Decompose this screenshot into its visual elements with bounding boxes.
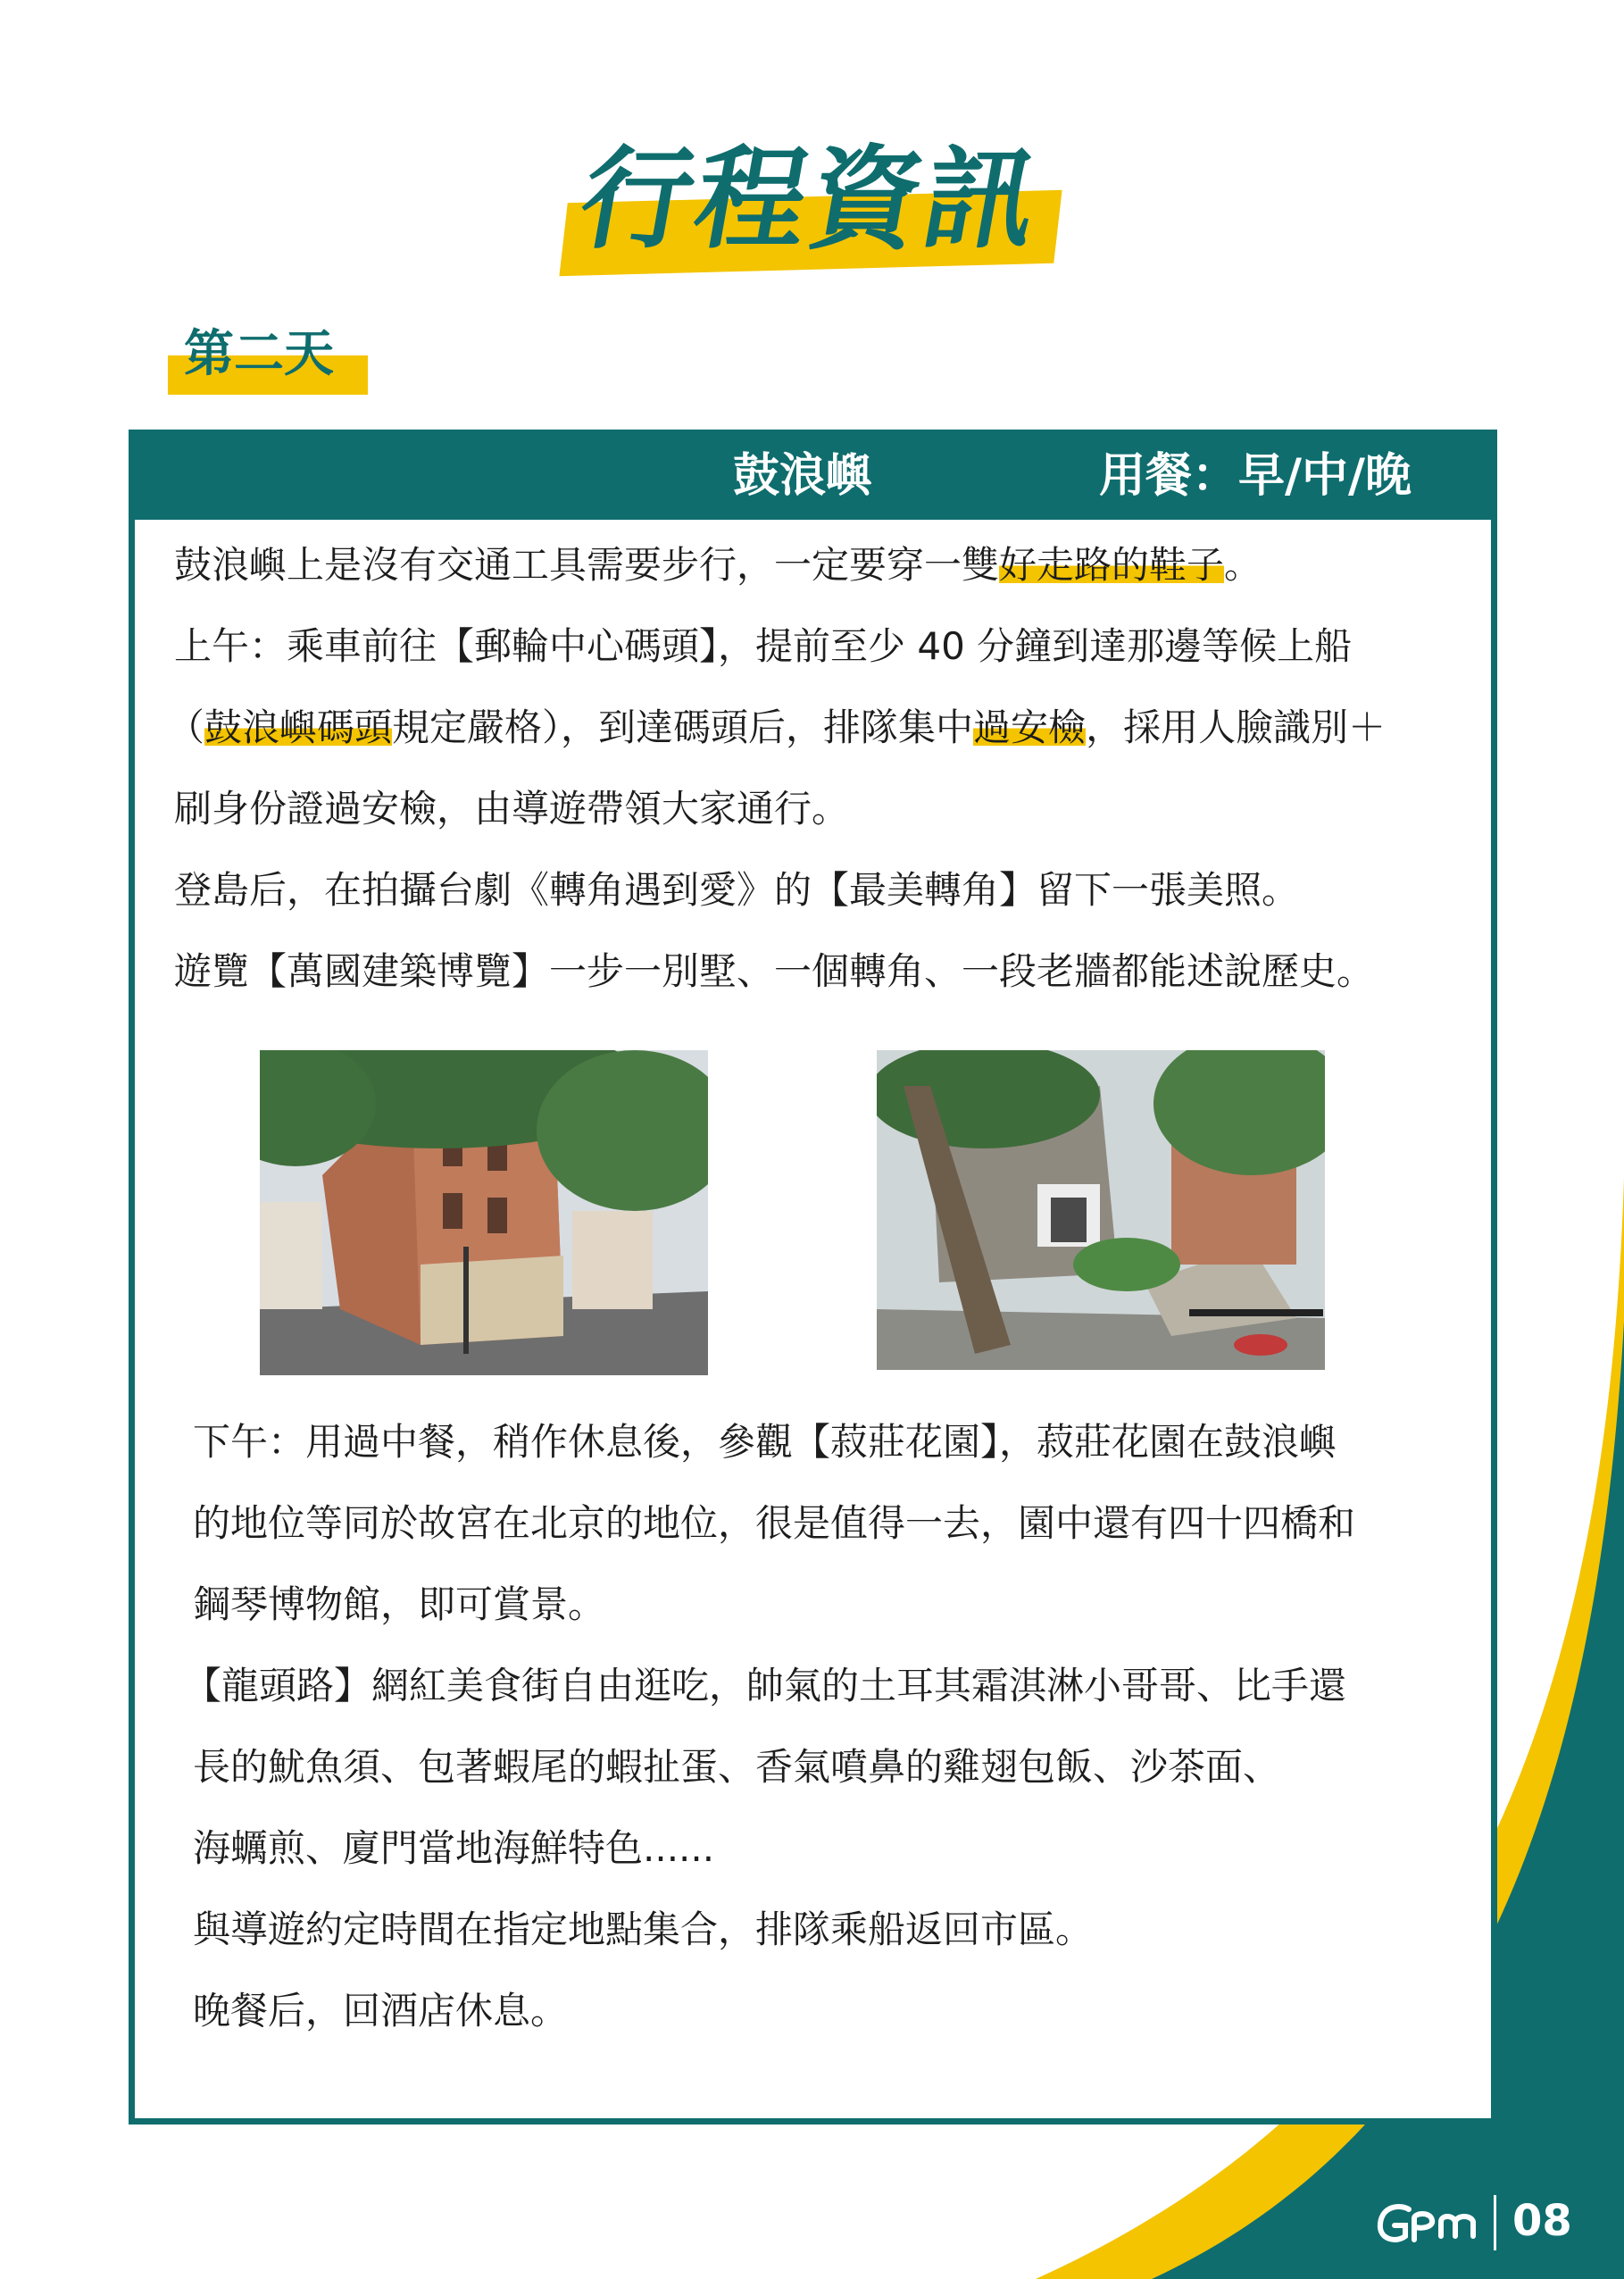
highlight-text: 鼓浪嶼碼頭 xyxy=(204,705,393,749)
photo-brick-villa xyxy=(260,1050,708,1375)
meal-value: 早/中/晚 xyxy=(1238,449,1412,503)
text-segment: 。 xyxy=(1224,543,1262,587)
morning-line-6: 遊覽【萬國建築博覽】一步一別墅、一個轉角、一段老牆都能述說歷史。 xyxy=(174,949,1375,993)
text-segment: ，採用人臉識別＋ xyxy=(1086,705,1387,749)
text-segment: 鼓浪嶼上是沒有交通工具需要步行，一定要穿一雙 xyxy=(174,543,1000,587)
morning-line-3 xyxy=(167,704,1386,753)
gpm-logo-icon xyxy=(1375,2197,1484,2250)
photo-garden-stairs xyxy=(877,1050,1325,1370)
photo-garden-stairs-image xyxy=(877,1050,1325,1370)
text-segment: 規定嚴格），到達碼頭后，排隊集中 xyxy=(392,705,974,749)
afternoon-line-4: 【龍頭路】網紅美食街自由逛吃，帥氣的土耳其霜淇淋小哥哥、比手還 xyxy=(184,1664,1347,1707)
page-title: 行程資訊 xyxy=(570,136,1051,264)
footer-separator xyxy=(1494,2195,1496,2250)
meal-label: 用餐： xyxy=(1099,449,1239,503)
morning-line-1 xyxy=(174,541,1262,590)
page-title-block xyxy=(564,134,1064,277)
day-label: 第二天 xyxy=(184,325,334,383)
morning-line-4: 刷身份證過安檢，由導遊帶領大家通行。 xyxy=(174,787,850,831)
text-segment: （ xyxy=(167,705,205,749)
page-number: 08 xyxy=(1512,2196,1572,2246)
morning-line-5: 登島后，在拍攝台劇《轉角遇到愛》的【最美轉角】留下一張美照。 xyxy=(174,868,1300,912)
meal-info xyxy=(1099,448,1412,504)
highlight-text: 過安檢 xyxy=(973,705,1087,749)
afternoon-line-6: 海蠣煎、廈門當地海鮮特色...... xyxy=(193,1826,715,1870)
highlight-text: 好走路的鞋子 xyxy=(999,543,1225,587)
afternoon-line-5: 長的魷魚須、包著蝦尾的蝦扯蛋、香氣噴鼻的雞翅包飯、沙茶面、 xyxy=(193,1745,1281,1789)
afternoon-line-1: 下午：用過中餐，稍作休息後，參觀【菽莊花園】，菽莊花園在鼓浪嶼 xyxy=(193,1420,1337,1464)
card-header xyxy=(135,436,1491,520)
afternoon-line-7: 與導遊約定時間在指定地點集合，排隊乘船返回市區。 xyxy=(193,1908,1094,1951)
photo-brick-villa-image xyxy=(260,1050,708,1375)
afternoon-line-3: 鋼琴博物館，即可賞景。 xyxy=(193,1582,606,1626)
afternoon-line-8: 晚餐后，回酒店休息。 xyxy=(193,1989,569,2033)
morning-line-2: 上午：乘車前往【郵輪中心碼頭】，提前至少 40 分鐘到達那邊等候上船 xyxy=(174,624,1353,668)
itinerary-card xyxy=(129,430,1497,2125)
location-title: 鼓浪嶼 xyxy=(733,449,873,503)
afternoon-line-2: 的地位等同於故宮在北京的地位，很是值得一去，園中還有四十四橋和 xyxy=(193,1501,1356,1545)
day-label-block xyxy=(168,323,368,395)
